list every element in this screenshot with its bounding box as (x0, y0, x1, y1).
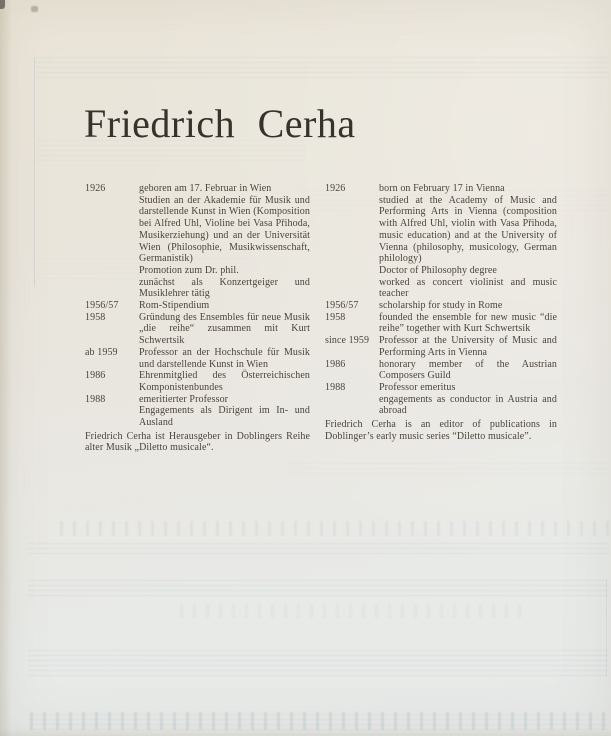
entry-year-label: 1986 (325, 358, 346, 370)
english-footer-note: Friedrich Cerha is an editor of publications in Doblinger’s early music series “Diletto musicale”. (325, 419, 557, 442)
entry-text-line: Engagements als Dirigent im In- und Ausland (139, 405, 310, 429)
entry-text-line: geboren am 17. Februar in Wien (139, 183, 272, 194)
entry-description (379, 183, 557, 300)
entry-year-label: since 1959 (325, 335, 370, 347)
timeline-entry (85, 300, 310, 312)
entry-text-line: Professor emeritus (379, 381, 456, 393)
entry-text-line: emeritierter Professor (139, 393, 229, 405)
english-entries (325, 183, 557, 417)
music-staff-bleed (290, 463, 610, 477)
entry-year-label: 1956/57 (85, 300, 119, 312)
entry-text-line: Professor at the University of Music and Performing Arts in Vienna (379, 335, 557, 358)
music-system-barline-bleed (34, 57, 35, 287)
page-gutter-shadow (0, 0, 12, 736)
entry-description (139, 312, 310, 347)
entry-text-line: worked as concert violinist and music teacher (379, 276, 557, 300)
entry-text-line: scholarship for study in Rome (379, 300, 503, 312)
entry-text-line: honorary member of the Austrian Composers Guild (379, 358, 557, 382)
entry-year-label: 1926 (325, 183, 346, 194)
entry-text-line: studied at the Academy of Music and Performing Arts in Vienna (composition with Alfred Uhl, violin with Vasa Přihoda, music education) and at the University of Vienna (philosophy, musicology, German philology) (379, 194, 557, 265)
music-staff-bleed (36, 57, 609, 81)
entry-description (379, 335, 557, 358)
entry-description (379, 382, 557, 417)
entry-text-line: Professor an der Hochschule für Musik und darstellende Kunst in Wien (139, 346, 310, 370)
music-staff-bleed (28, 650, 609, 676)
page-bottom-shadow (0, 728, 611, 736)
entry-year-label: 1988 (85, 393, 106, 405)
timeline-entry (325, 312, 557, 335)
corner-ink-speck (0, 0, 5, 9)
music-notes-bleed (180, 604, 530, 618)
entry-year-label: 1956/57 (325, 300, 359, 312)
music-notes-bleed (60, 521, 609, 536)
entry-year-label: 1926 (85, 183, 106, 194)
top-ink-speck (31, 6, 38, 12)
entry-description (139, 183, 310, 300)
biography-german-column (85, 183, 310, 454)
timeline-entry (325, 382, 557, 417)
entry-year-label: ab 1959 (85, 346, 118, 358)
entry-text-line: Promotion zum Dr. phil. (139, 264, 239, 276)
music-staff-bleed (28, 580, 609, 600)
timeline-entry (85, 312, 310, 347)
music-staff-bleed (28, 543, 609, 557)
entry-description (139, 347, 310, 370)
entry-text-line: founded the ensemble for new music “die reihe” together with Kurt Schwertsik (379, 311, 557, 335)
timeline-entry (85, 347, 310, 370)
entry-text-line: engagements as conductor in Austria and abroad (379, 393, 557, 417)
timeline-entry (325, 335, 557, 358)
german-entries (85, 183, 310, 429)
biography-columns (85, 183, 557, 454)
entry-year-label: 1986 (85, 370, 106, 382)
biography-english-column (325, 183, 557, 454)
timeline-entry (85, 394, 310, 429)
entry-description (139, 300, 310, 312)
entry-text-line: Studien an der Akademie für Musik und darstellende Kunst in Wien (Komposition bei Alfred Uhl, Violine bei Vasa Přihoda, Musikerziehung) und an der Universität Wien (Philosophie, Musikwissenschaft, Germanistik) (139, 194, 310, 265)
entry-text-line: Rom-Stipendium (139, 300, 210, 312)
entry-description (139, 394, 310, 429)
entry-description (139, 370, 310, 393)
timeline-entry (325, 183, 557, 300)
entry-text-line: zunächst als Konzertgeiger und Musiklehrer tätig (139, 276, 310, 300)
entry-text-line: Ehrenmitglied des Österreichischen Komponistenbundes (139, 370, 310, 393)
page-title: Friedrich Cerha (84, 101, 356, 146)
timeline-entry (325, 359, 557, 382)
german-footer-note: Friedrich Cerha ist Herausgeber in Doblingers Reihe alter Musik „Diletto musicale“. (85, 430, 310, 454)
entry-text-line: born on February 17 in Vienna (379, 183, 505, 194)
entry-year-label: 1958 (325, 311, 346, 323)
timeline-entry (85, 183, 310, 300)
entry-text-line: Gründung des Ensembles für neue Musik „die reihe“ zusammen mit Kurt Schwertsik (139, 311, 310, 347)
entry-description (379, 312, 557, 335)
entry-description (379, 300, 557, 312)
timeline-entry (85, 370, 310, 393)
entry-year-label: 1988 (325, 381, 346, 393)
entry-text-line: Doctor of Philosophy degree (379, 264, 497, 276)
entry-description (379, 359, 557, 382)
music-system-barline-bleed (606, 580, 607, 676)
entry-year-label: 1958 (85, 311, 106, 323)
timeline-entry (325, 300, 557, 312)
